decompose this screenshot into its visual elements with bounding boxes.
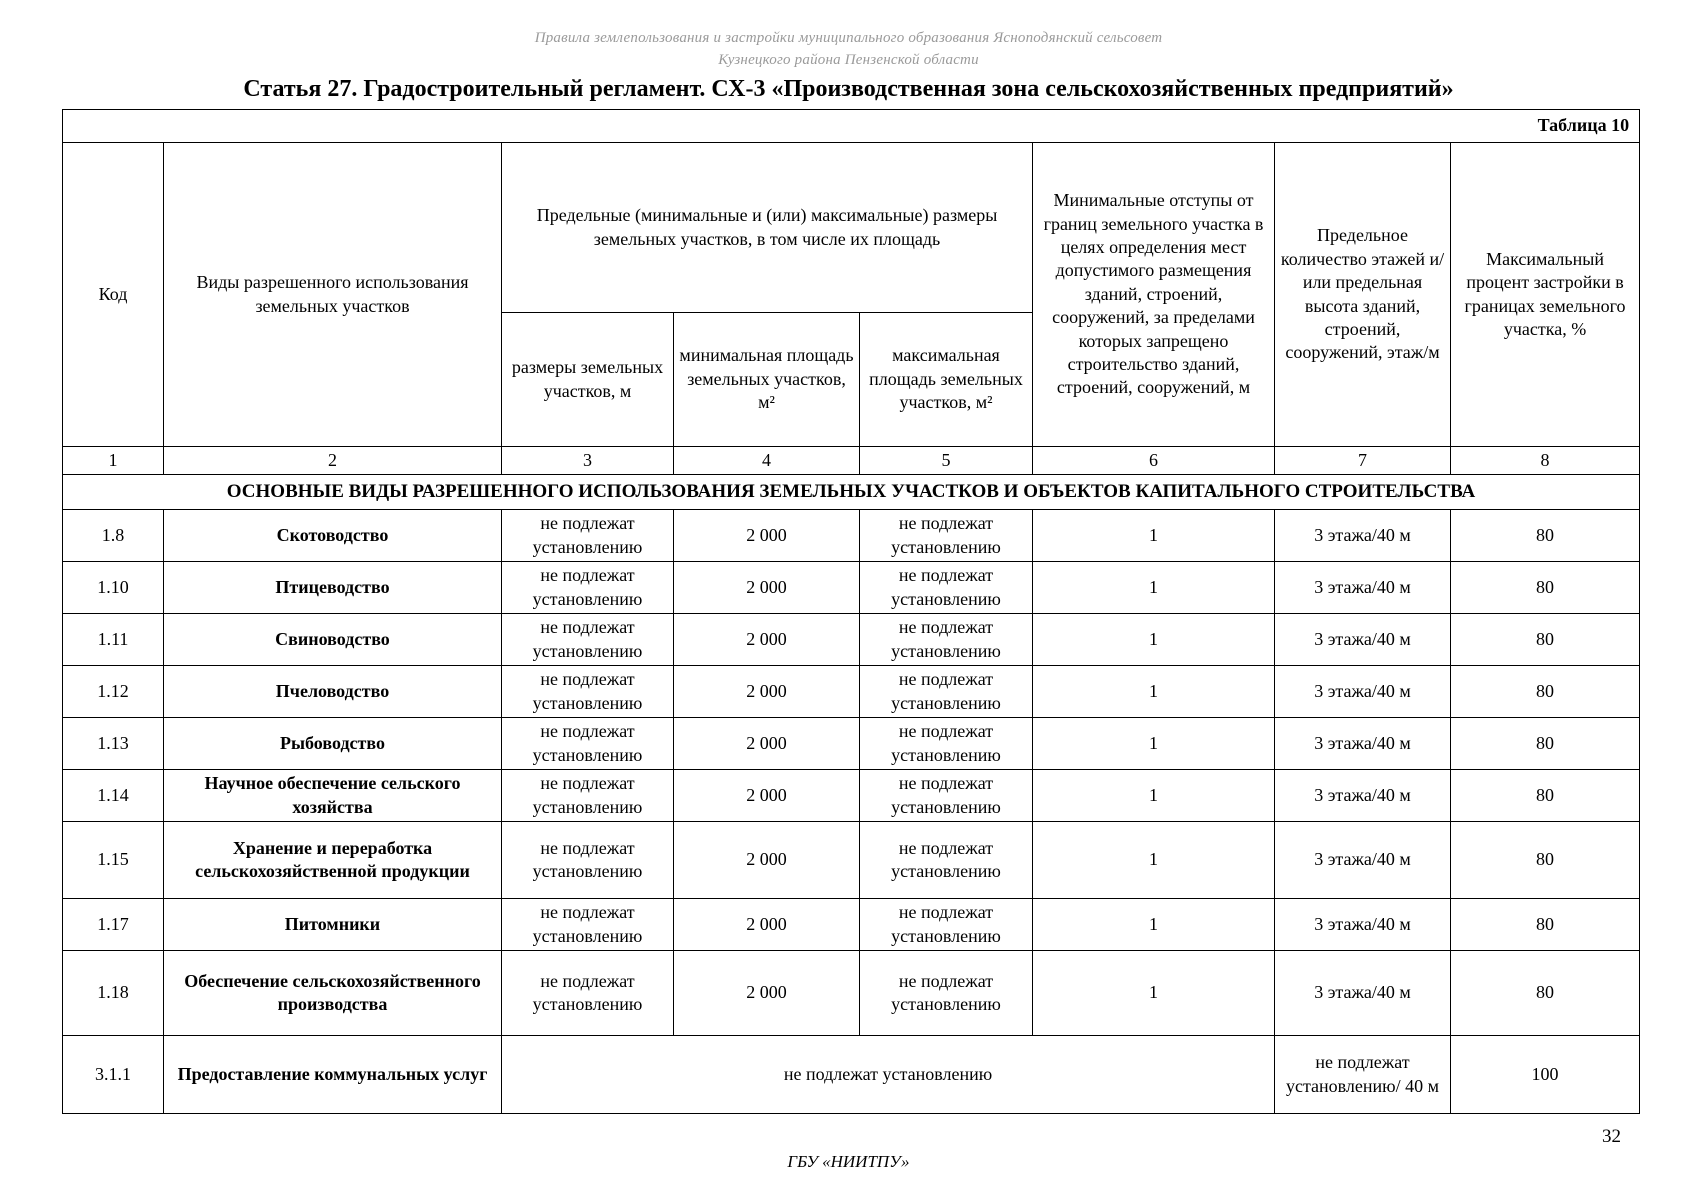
table-row (63, 510, 1640, 562)
row-min-area: 2 000 (674, 770, 860, 822)
row-floors: 3 этажа/40 м (1275, 770, 1451, 822)
row-use-name: Питомники (164, 899, 502, 951)
table-row (63, 951, 1640, 1036)
row-floors: 3 этажа/40 м (1275, 562, 1451, 614)
column-number: 8 (1451, 447, 1640, 475)
row-setback: 1 (1033, 899, 1275, 951)
table-row (63, 770, 1640, 822)
row-coverage: 80 (1451, 770, 1640, 822)
row-setback: 1 (1033, 666, 1275, 718)
header-min-area: минимальная площадь земельных участков, м² (674, 313, 860, 447)
row-coverage: 80 (1451, 666, 1640, 718)
row-code: 1.15 (63, 822, 164, 899)
row-sizes: не подлежат установлению (502, 822, 674, 899)
row-max-area: не подлежат установлению (860, 770, 1033, 822)
row-floors: 3 этажа/40 м (1275, 899, 1451, 951)
table-row (63, 822, 1640, 899)
row-use-name: Научное обеспечение сельского хозяйства (164, 770, 502, 822)
row-use-name: Предоставление коммунальных услуг (164, 1036, 502, 1114)
row-sizes: не подлежат установлению (502, 614, 674, 666)
header-row-1 (63, 143, 1640, 313)
header-sizes-group: Предельные (минимальные и (или) максимальные) размеры земельных участков, в том числе их площадь (502, 143, 1033, 313)
table-row (63, 899, 1640, 951)
row-max-area: не подлежат установлению (860, 718, 1033, 770)
row-min-area: 2 000 (674, 899, 860, 951)
header-setbacks: Минимальные отступы от границ земельного участка в целях определения мест допустимого размещения зданий, строений, сооружений, за пределами которых запрещено строительство зданий, строений, сооружений, м (1033, 143, 1275, 447)
row-coverage: 100 (1451, 1036, 1640, 1114)
row-floors: 3 этажа/40 м (1275, 666, 1451, 718)
table-label-row (63, 110, 1640, 143)
header-floors: Предельное количество этажей и/или предельная высота зданий, строений, сооружений, этаж/м (1275, 143, 1451, 447)
row-code: 1.13 (63, 718, 164, 770)
row-max-area: не подлежат установлению (860, 951, 1033, 1036)
row-sizes: не подлежат установлению (502, 899, 674, 951)
row-coverage: 80 (1451, 718, 1640, 770)
header-code: Код (63, 143, 164, 447)
row-sizes: не подлежат установлению (502, 770, 674, 822)
row-setback: 1 (1033, 510, 1275, 562)
row-sizes: не подлежат установлению (502, 666, 674, 718)
row-setback: 1 (1033, 951, 1275, 1036)
footer-org: ГБУ «НИИТПУ» (787, 1152, 910, 1171)
row-code: 1.18 (63, 951, 164, 1036)
row-sizes: не подлежат установлению (502, 510, 674, 562)
row-use-name: Рыбоводство (164, 718, 502, 770)
table-row (63, 1036, 1640, 1114)
row-max-area: не подлежат установлению (860, 562, 1033, 614)
running-header-line-2: Кузнецкого района Пензенской области (718, 52, 979, 68)
row-floors: 3 этажа/40 м (1275, 951, 1451, 1036)
row-coverage: 80 (1451, 899, 1640, 951)
row-max-area: не подлежат установлению (860, 510, 1033, 562)
row-floors: не подлежат установлению/ 40 м (1275, 1036, 1451, 1114)
row-setback: 1 (1033, 770, 1275, 822)
row-max-area: не подлежат установлению (860, 614, 1033, 666)
header-coverage: Максимальный процент застройки в границах земельного участка, % (1451, 143, 1640, 447)
section-title: ОСНОВНЫЕ ВИДЫ РАЗРЕШЕННОГО ИСПОЛЬЗОВАНИЯ ЗЕМЕЛЬНЫХ УЧАСТКОВ И ОБЪЕКТОВ КАПИТАЛЬНОГО СТРОИТЕЛЬСТВА (63, 475, 1640, 510)
regulation-table (62, 109, 1640, 1114)
row-setback: 1 (1033, 718, 1275, 770)
row-floors: 3 этажа/40 м (1275, 718, 1451, 770)
row-merged-params: не подлежат установлению (502, 1036, 1275, 1114)
row-min-area: 2 000 (674, 666, 860, 718)
row-code: 3.1.1 (63, 1036, 164, 1114)
table-label: Таблица 10 (63, 110, 1640, 143)
table-row (63, 666, 1640, 718)
running-header-line-1: Правила землепользования и застройки муниципального образования Ясноподянский сельсовет (534, 30, 1163, 46)
row-floors: 3 этажа/40 м (1275, 510, 1451, 562)
table-row (63, 718, 1640, 770)
row-use-name: Птицеводство (164, 562, 502, 614)
row-code: 1.10 (63, 562, 164, 614)
row-floors: 3 этажа/40 м (1275, 614, 1451, 666)
row-setback: 1 (1033, 562, 1275, 614)
row-coverage: 80 (1451, 510, 1640, 562)
section-row (63, 475, 1640, 510)
column-number-row (63, 447, 1640, 475)
article-title: Статья 27. Градостроительный регламент. СХ-3 «Производственная зона сельскохозяйственных предприятий» (243, 76, 1454, 102)
page-number: 32 (1602, 1126, 1621, 1147)
table-row (63, 614, 1640, 666)
row-floors: 3 этажа/40 м (1275, 822, 1451, 899)
row-code: 1.8 (63, 510, 164, 562)
header-sizes: размеры земельных участков, м (502, 313, 674, 447)
row-setback: 1 (1033, 614, 1275, 666)
header-max-area: максимальная площадь земельных участков, м² (860, 313, 1033, 447)
column-number: 4 (674, 447, 860, 475)
row-max-area: не подлежат установлению (860, 822, 1033, 899)
row-min-area: 2 000 (674, 951, 860, 1036)
row-use-name: Пчеловодство (164, 666, 502, 718)
row-code: 1.11 (63, 614, 164, 666)
row-min-area: 2 000 (674, 822, 860, 899)
row-code: 1.14 (63, 770, 164, 822)
column-number: 2 (164, 447, 502, 475)
column-number: 7 (1275, 447, 1451, 475)
column-number: 3 (502, 447, 674, 475)
row-coverage: 80 (1451, 822, 1640, 899)
row-min-area: 2 000 (674, 614, 860, 666)
header-use: Виды разрешенного использования земельных участков (164, 143, 502, 447)
row-coverage: 80 (1451, 614, 1640, 666)
row-code: 1.17 (63, 899, 164, 951)
row-min-area: 2 000 (674, 562, 860, 614)
row-use-name: Хранение и переработка сельскохозяйственной продукции (164, 822, 502, 899)
row-setback: 1 (1033, 822, 1275, 899)
row-sizes: не подлежат установлению (502, 562, 674, 614)
table-row (63, 562, 1640, 614)
row-code: 1.12 (63, 666, 164, 718)
row-min-area: 2 000 (674, 510, 860, 562)
row-min-area: 2 000 (674, 718, 860, 770)
row-max-area: не подлежат установлению (860, 899, 1033, 951)
row-use-name: Свиноводство (164, 614, 502, 666)
row-coverage: 80 (1451, 951, 1640, 1036)
column-number: 6 (1033, 447, 1275, 475)
column-number: 5 (860, 447, 1033, 475)
row-use-name: Обеспечение сельскохозяйственного производства (164, 951, 502, 1036)
row-sizes: не подлежат установлению (502, 951, 674, 1036)
column-number: 1 (63, 447, 164, 475)
row-max-area: не подлежат установлению (860, 666, 1033, 718)
row-coverage: 80 (1451, 562, 1640, 614)
row-sizes: не подлежат установлению (502, 718, 674, 770)
row-use-name: Скотоводство (164, 510, 502, 562)
